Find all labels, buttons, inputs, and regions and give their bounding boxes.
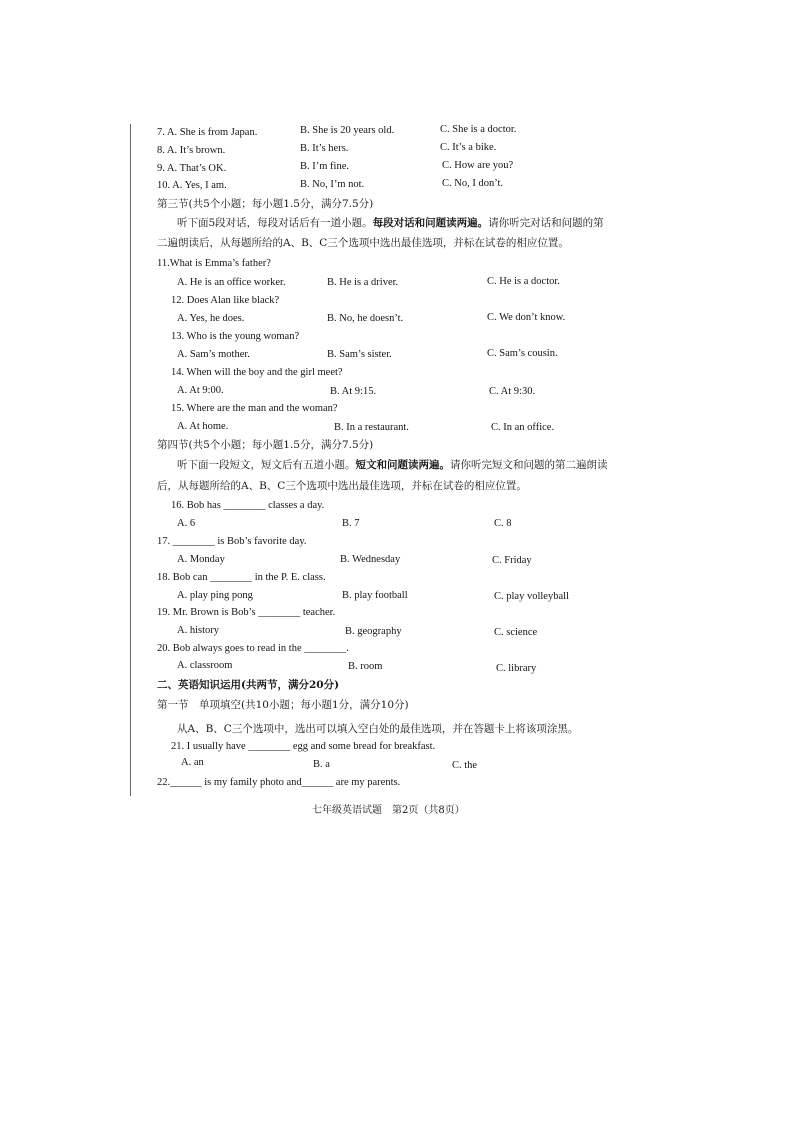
section3-heading: 第三节(共5个小题；每小题1.5分，满分7.5分)	[157, 198, 374, 210]
section4-heading: 第四节(共5个小题；每小题1.5分，满分7.5分)	[157, 439, 374, 451]
q12-stem: 12. Does Alan like black?	[171, 295, 280, 306]
q20-option-c: C. library	[496, 663, 537, 674]
q7-option-b: B. She is 20 years old.	[300, 125, 395, 136]
section4-instr-post: 请你听完短文和问题的第二遍朗读	[450, 459, 608, 471]
q19-stem: 19. Mr. Brown is Bob’s ________ teacher.	[157, 607, 336, 618]
section4-instruction-line2: 后，从每题所给的A、B、C三个选项中选出最佳选项，并标在试卷的相应位置。	[157, 480, 527, 492]
section3-instr-bold: 每段对话和问题读两遍。	[372, 217, 489, 229]
section3-instruction-line1	[177, 218, 604, 229]
q8-option-c: C. It’s a bike.	[440, 142, 497, 153]
q8-option-b: B. It’s hers.	[300, 143, 349, 154]
q20-option-b: B. room	[348, 661, 383, 672]
q19-option-b: B. geography	[345, 626, 402, 637]
q18-stem: 18. Bob can ________ in the P. E. class.	[157, 572, 326, 583]
q12-option-b: B. No, he doesn’t.	[327, 313, 404, 324]
q11-stem: 11.What is Emma’s father?	[157, 258, 271, 269]
q15-option-c: C. In an office.	[491, 422, 555, 433]
q21-option-c: C. the	[452, 760, 478, 771]
q15-option-a: A. At home.	[177, 421, 229, 432]
section3-instr-pre: 听下面5段对话，每段对话后有一道小题。	[177, 217, 373, 229]
q15-option-b: B. In a restaurant.	[334, 422, 409, 433]
q17-option-c: C. Friday	[492, 555, 532, 566]
section3-instruction-line2: 二遍朗读后，从每题所给的A、B、C三个选项中选出最佳选项，并标在试卷的相应位置。	[157, 237, 569, 249]
q18-option-b: B. play football	[342, 590, 408, 601]
q9-stem: 9. A. That’s OK.	[157, 163, 227, 174]
section1-instruction: 从A、B、C三个选项中，选出可以填入空白处的最佳选项，并在答题卡上将该项涂黑。	[177, 723, 579, 735]
q11-option-c: C. He is a doctor.	[487, 276, 560, 287]
margin-line	[130, 124, 131, 796]
section4-instr-pre: 听下面一段短文，短文后有五道小题。	[177, 459, 356, 471]
q12-option-a: A. Yes, he does.	[177, 313, 245, 324]
q8-stem: 8. A. It’s brown.	[157, 145, 226, 156]
q17-option-b: B. Wednesday	[340, 554, 401, 565]
page-footer: 七年级英语试题 第2页（共8页）	[312, 805, 465, 816]
section4-instruction-line1	[177, 460, 608, 471]
q13-stem: 13. Who is the young woman?	[171, 331, 300, 342]
q20-stem: 20. Bob always goes to read in the ________.	[157, 643, 349, 654]
section4-instr-bold: 短文和问题读两遍。	[355, 459, 450, 471]
q9-option-b: B. I’m fine.	[300, 161, 349, 172]
part2-heading: 二、英语知识运用(共两节，满分20分)	[157, 679, 340, 691]
q22-stem: 22.______ is my family photo and______ are my parents.	[157, 777, 401, 788]
q13-option-b: B. Sam’s sister.	[327, 349, 392, 360]
q16-option-c: C. 8	[494, 518, 512, 529]
q13-option-a: A. Sam’s mother.	[177, 349, 250, 360]
q14-option-a: A. At 9:00.	[177, 385, 224, 396]
q10-option-b: B. No, I’m not.	[300, 179, 365, 190]
q12-option-c: C. We don’t know.	[487, 312, 566, 323]
q18-option-c: C. play volleyball	[494, 591, 569, 602]
q9-option-c: C. How are you?	[442, 160, 514, 171]
q16-option-a: A. 6	[177, 518, 196, 529]
q10-stem: 10. A. Yes, I am.	[157, 180, 227, 191]
q19-option-c: C. science	[494, 627, 538, 638]
q16-option-b: B. 7	[342, 518, 360, 529]
section1-heading: 第一节 单项填空(共10小题；每小题1分，满分10分)	[157, 699, 409, 711]
q17-stem: 17. ________ is Bob’s favorite day.	[157, 536, 307, 547]
q19-option-a: A. history	[177, 625, 219, 636]
q15-stem: 15. Where are the man and the woman?	[171, 403, 338, 414]
q21-stem: 21. I usually have ________ egg and some bread for breakfast.	[171, 741, 436, 752]
section3-instr-post: 请你听完对话和问题的第	[488, 217, 604, 229]
q7-stem: 7. A. She is from Japan.	[157, 127, 258, 138]
q17-option-a: A. Monday	[177, 554, 225, 565]
q10-option-c: C. No, I don’t.	[442, 178, 504, 189]
q13-option-c: C. Sam’s cousin.	[487, 348, 558, 359]
q11-option-b: B. He is a driver.	[327, 277, 399, 288]
q7-option-c: C. She is a doctor.	[440, 124, 517, 135]
q18-option-a: A. play ping pong	[177, 590, 253, 601]
q21-option-b: B. a	[313, 759, 330, 770]
q14-stem: 14. When will the boy and the girl meet?	[171, 367, 343, 378]
q16-stem: 16. Bob has ________ classes a day.	[171, 500, 325, 511]
q21-option-a: A. an	[181, 757, 204, 768]
q11-option-a: A. He is an office worker.	[177, 277, 286, 288]
q14-option-c: C. At 9:30.	[489, 386, 536, 397]
q20-option-a: A. classroom	[177, 660, 233, 671]
q14-option-b: B. At 9:15.	[330, 386, 377, 397]
